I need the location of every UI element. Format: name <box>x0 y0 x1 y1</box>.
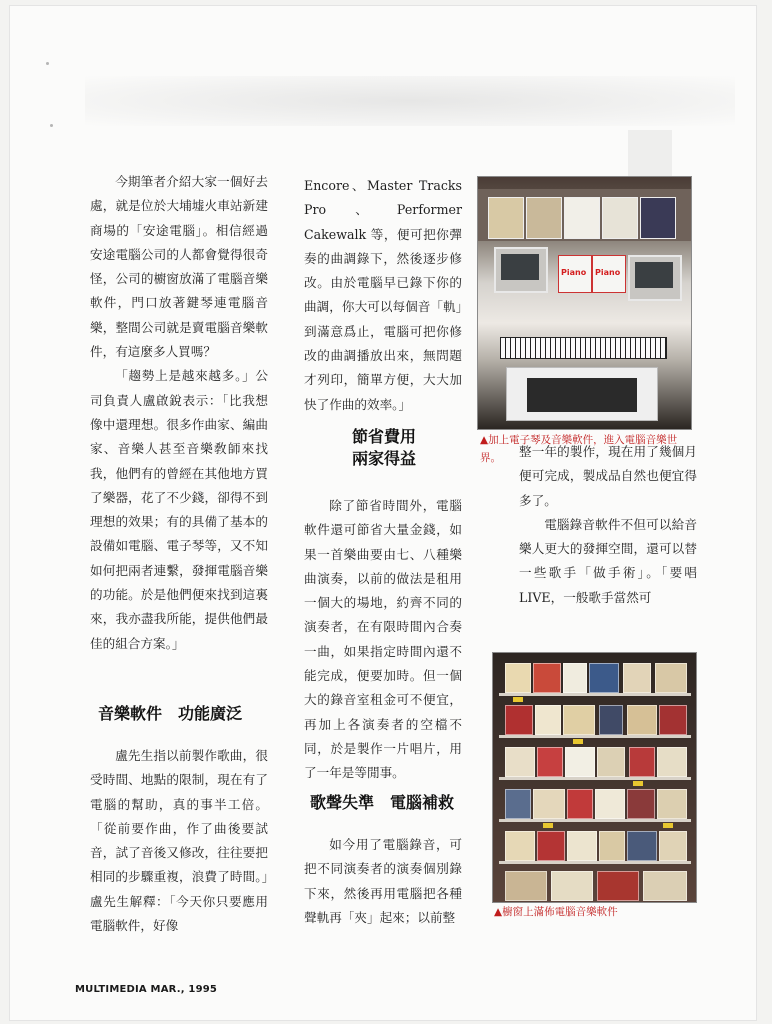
shelf-line <box>499 735 691 738</box>
software-box <box>595 789 625 819</box>
software-box <box>537 747 563 777</box>
software-box <box>533 663 561 693</box>
faded-title-area <box>85 76 735 126</box>
software-box <box>564 197 600 239</box>
software-box <box>565 747 595 777</box>
software-box <box>629 747 655 777</box>
computer-monitor <box>494 247 548 293</box>
software-box <box>597 871 639 901</box>
software-box <box>505 831 535 861</box>
paragraph: 整一年的製作，現在用了幾個月便可完成，製成品自然也便宜得多了。 <box>519 444 697 508</box>
paragraph: 「趨勢上是越來越多。」公司負責人盧啟銳表示：「比我想像中還理想。很多作曲家、編曲家、音樂人甚至音樂敎師來找我，他們有的曾經在其他地方買了樂器，花了不少錢，卻得不到理想的效果；有的具備了基本的設備如電腦、電子琴等，又不知如何把兩者連繫，發揮電腦音樂的功能。於是他們便來找到這裏來，我亦盡我所能，提供他們最佳的組合方案。」 <box>90 368 268 651</box>
software-box <box>627 705 657 735</box>
article-column-3 <box>519 440 697 610</box>
price-tag <box>573 739 583 744</box>
software-box <box>599 831 625 861</box>
piano-software-box: Piano <box>592 255 626 293</box>
page-footer: MULTIMEDIA MAR., 1995 <box>75 984 218 995</box>
software-box <box>602 197 638 239</box>
scan-speck <box>50 124 53 127</box>
software-box <box>505 705 533 735</box>
software-box <box>563 663 587 693</box>
article-column-2-cont <box>304 494 462 786</box>
paragraph: Encore、Master Tracks Pro、Performer Cakewalk 等，便可把你彈奏的曲調錄下，然後逐步修改。由於電腦早已錄下你的曲調，你大可以每個音「軌」到滿意爲止，電腦可把你修改的曲調播放出來，無問題才列印，簡單方便，大大加快了作曲的效率。」 <box>304 178 462 412</box>
keyboard-cabinet <box>506 367 658 421</box>
photo-piano-setup <box>477 176 692 430</box>
paragraph: 除了節省時間外，電腦軟件還可節省大量金錢，如果一首樂曲要由七、八種樂曲演奏，以前的做法是租用一個大的場地，約齊不同的演奏者，在有限時間內合奏一曲，如果指定時間內還不能完成，便要加時。但一個大的錄音室租金可不便宜，再加上各演奏者的空檔不同，於是製作一片唱片，用了一年是等閒事。 <box>304 498 462 781</box>
software-box <box>589 663 619 693</box>
section-heading-line: 兩家得益 <box>352 449 417 468</box>
software-box <box>567 789 593 819</box>
shelf-line <box>499 819 691 822</box>
keyboard-keys <box>500 337 667 359</box>
section-heading: 歌聲失準 電腦補救 <box>310 793 455 812</box>
section-heading <box>352 426 416 470</box>
section-heading: 音樂軟件 功能廣泛 <box>98 704 243 723</box>
software-box <box>657 789 687 819</box>
price-tag <box>633 781 643 786</box>
photo-software-shelves <box>492 652 697 903</box>
software-box <box>505 663 531 693</box>
software-box <box>563 705 595 735</box>
price-tag <box>513 697 523 702</box>
software-box <box>537 831 565 861</box>
software-box <box>640 197 676 239</box>
article-column-2-cont2 <box>304 833 462 930</box>
software-box <box>599 705 623 735</box>
software-box <box>659 831 687 861</box>
software-box <box>659 705 687 735</box>
software-box <box>655 663 687 693</box>
software-box <box>623 663 651 693</box>
software-box <box>551 871 593 901</box>
paragraph: 盧先生指以前製作歌曲，很受時間、地點的限制，現在有了電腦的幫助，真的事半工倍。「從前要作曲，作了曲後要試音，試了音後又修改，往往要把相同的步驟重複，浪費了時間。」盧先生解釋：「今天你只要應用電腦軟件，好像 <box>90 748 268 934</box>
software-box <box>597 747 625 777</box>
piano-software-box: Piano <box>558 255 592 293</box>
computer-monitor <box>628 255 682 301</box>
paragraph: 電腦錄音軟件不但可以給音樂人更大的發揮空間，還可以替一些歌手「做手術」。「要唱LIVE，一般歌手當然可 <box>519 516 697 605</box>
section-heading-line: 節省費用 <box>352 427 417 446</box>
article-column-2 <box>304 174 462 417</box>
faded-corner-mark <box>628 130 672 178</box>
price-tag <box>543 823 553 828</box>
price-tag <box>663 823 673 828</box>
software-box <box>505 789 531 819</box>
software-box <box>627 789 655 819</box>
shelf-line <box>499 861 691 864</box>
software-box <box>567 831 597 861</box>
software-box <box>488 197 524 239</box>
photo-caption: ▲櫥窗上滿佈電腦音樂軟件 <box>494 906 618 918</box>
software-box <box>533 789 565 819</box>
paragraph: 如今用了電腦錄音，可把不同演奏者的演奏個別錄下來，然後再用電腦把各種聲軌再「夾」起來；以前整 <box>304 837 462 925</box>
software-box <box>505 747 535 777</box>
paragraph: 今期筆者介紹大家一個好去處，就是位於大埔墟火車站新建商場的「安途電腦」。相信經過安途電腦公司的人都會覺得很奇怪，公司的櫥窗放滿了電腦音樂軟件，門口放著鍵琴連電腦音樂，整間公司就是賣電腦音樂軟件，有這麼多人買嗎？ <box>90 174 268 360</box>
article-column-1-cont <box>90 744 268 938</box>
software-box <box>535 705 561 735</box>
software-box <box>627 831 657 861</box>
software-box <box>526 197 562 239</box>
software-box <box>657 747 687 777</box>
scan-speck <box>46 62 49 65</box>
software-box <box>505 871 547 901</box>
article-column-1 <box>90 170 268 656</box>
shelf-line <box>499 693 691 696</box>
photo-caption: ▲加上電子琴及音樂軟件，進入電腦音樂世界。 <box>480 434 678 464</box>
software-box <box>643 871 687 901</box>
shelf-line <box>499 777 691 780</box>
